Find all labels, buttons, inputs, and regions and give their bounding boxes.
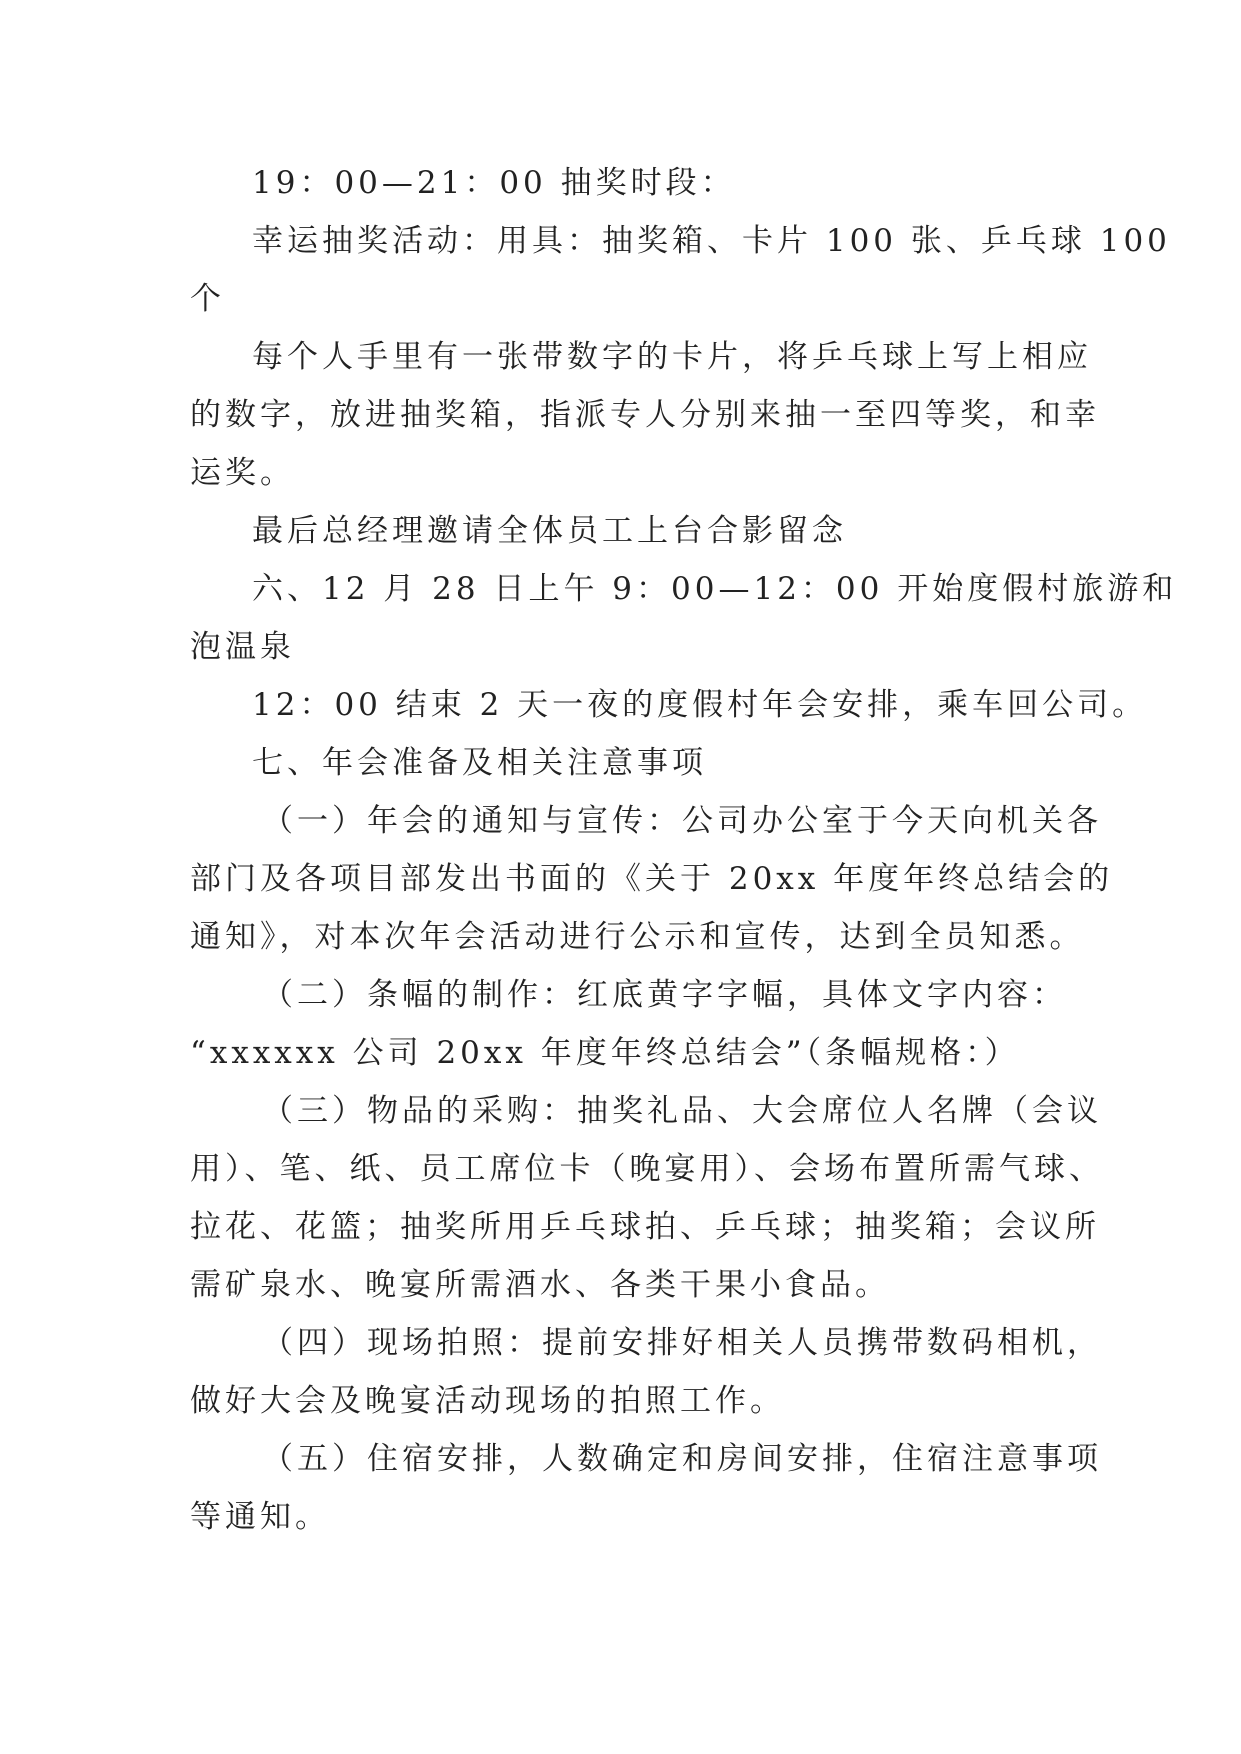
text-line: 六、12 月 28 日上午 9：00—12：00 开始度假村旅游和: [252, 571, 1178, 607]
text-line: 每个人手里有一张带数字的卡片，将乒乓球上写上相应: [252, 339, 1092, 375]
text-line: 12：00 结束 2 天一夜的度假村年会安排，乘车回公司。: [252, 687, 1148, 723]
text-line: （一）年会的通知与宣传：公司办公室于今天向机关各: [262, 803, 1102, 839]
text-line: （五）住宿安排，人数确定和房间安排，住宿注意事项: [262, 1441, 1102, 1477]
text-line: 19：00—21：00 抽奖时段：: [252, 165, 736, 201]
text-line: 做好大会及晚宴活动现场的拍照工作。: [190, 1383, 785, 1419]
text-line: 拉花、花篮；抽奖所用乒乓球拍、乒乓球；抽奖箱；会议所: [190, 1209, 1100, 1245]
text-line: 泡温泉: [190, 629, 295, 665]
text-line: 部门及各项目部发出书面的《关于 20xx 年度年终总结会的: [190, 861, 1114, 897]
text-line: 运奖。: [190, 455, 295, 491]
text-line: 等通知。: [190, 1499, 330, 1535]
text-line: 需矿泉水、晚宴所需酒水、各类干果小食品。: [190, 1267, 890, 1303]
text-line: 的数字，放进抽奖箱，指派专人分别来抽一至四等奖，和幸: [190, 397, 1100, 433]
text-line: （三）物品的采购：抽奖礼品、大会席位人名牌（会议: [262, 1093, 1102, 1129]
text-line: 幸运抽奖活动：用具：抽奖箱、卡片 100 张、乒乓球 100: [252, 223, 1171, 259]
text-line: （四）现场拍照：提前安排好相关人员携带数码相机，: [262, 1325, 1102, 1361]
text-line: 通知》，对本次年会活动进行公示和宣传，达到全员知悉。: [190, 919, 1085, 955]
text-line: “xxxxxx 公司 20xx 年度年终总结会”（条幅规格：）: [190, 1035, 1020, 1071]
text-line: （二）条幅的制作：红底黄字字幅，具体文字内容：: [262, 977, 1067, 1013]
text-line: 用）、笔、纸、员工席位卡（晚宴用）、会场布置所需气球、: [190, 1151, 1104, 1187]
text-line: 最后总经理邀请全体员工上台合影留念: [252, 513, 847, 549]
text-line: 个: [190, 281, 225, 317]
section-heading: 七、年会准备及相关注意事项: [252, 745, 707, 781]
